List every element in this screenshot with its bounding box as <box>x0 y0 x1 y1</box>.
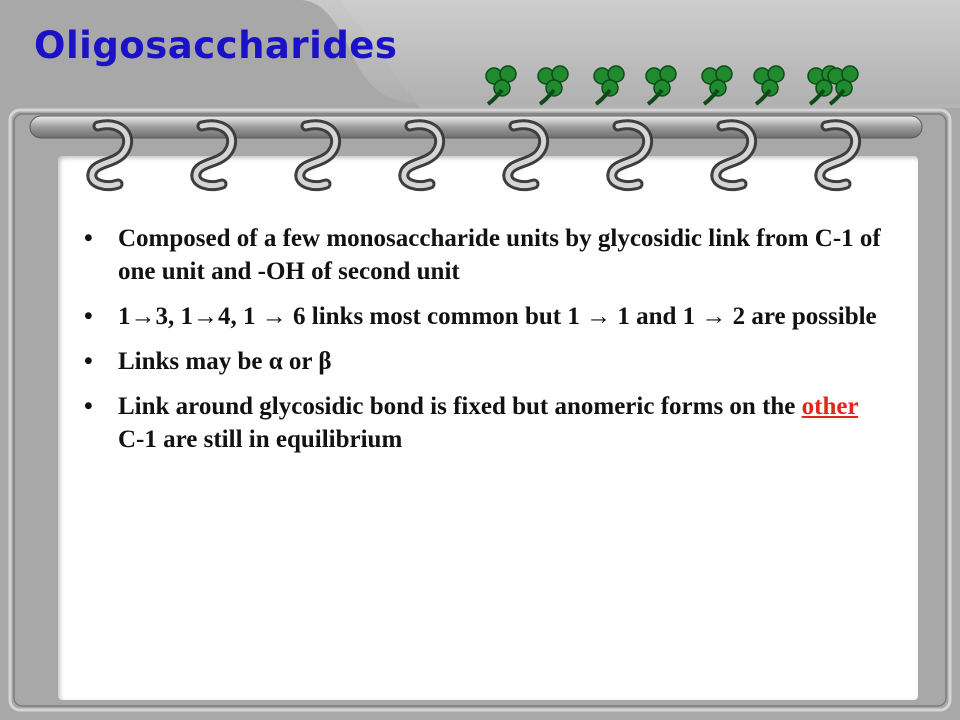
clover-icon <box>530 60 578 108</box>
clover-icon <box>638 60 686 108</box>
bullet-item: • Composed of a few monosaccharide units by glycosidic link from C-1 of one unit and -OH of second unit <box>82 222 882 288</box>
bullet-item: • Links may be α or β <box>82 345 882 378</box>
clover-icon <box>586 60 634 108</box>
spiral-binding-ring-icon <box>494 112 554 192</box>
spiral-binding-ring-icon <box>702 112 762 192</box>
spiral-binding-ring-icon <box>182 112 242 192</box>
highlighted-word: other <box>801 393 859 420</box>
spiral-binding-ring-icon <box>286 112 346 192</box>
clover-icon <box>694 60 742 108</box>
bullet-text-before: Link around glycosidic bond is fixed but anomeric forms on the <box>118 393 802 420</box>
spiral-binding-ring-icon <box>598 112 658 192</box>
bullet-item: • 1→3, 1→4, 1 → 6 links most common but 1 → 1 and 1 → 2 are possible <box>82 300 882 333</box>
clover-icon <box>478 60 526 108</box>
spiral-binding-ring-icon <box>806 112 866 192</box>
clover-icon <box>746 60 794 108</box>
clover-icon <box>820 60 868 108</box>
bullet-item <box>82 390 882 456</box>
clover-row <box>478 60 868 110</box>
spiral-binding-ring-icon <box>390 112 450 192</box>
spiral-binding-ring-icon <box>78 112 138 192</box>
bullet-list <box>82 222 882 468</box>
slide-title: Oligosaccharides <box>34 24 398 67</box>
bullet-text-after: C-1 are still in equilibrium <box>118 426 403 453</box>
